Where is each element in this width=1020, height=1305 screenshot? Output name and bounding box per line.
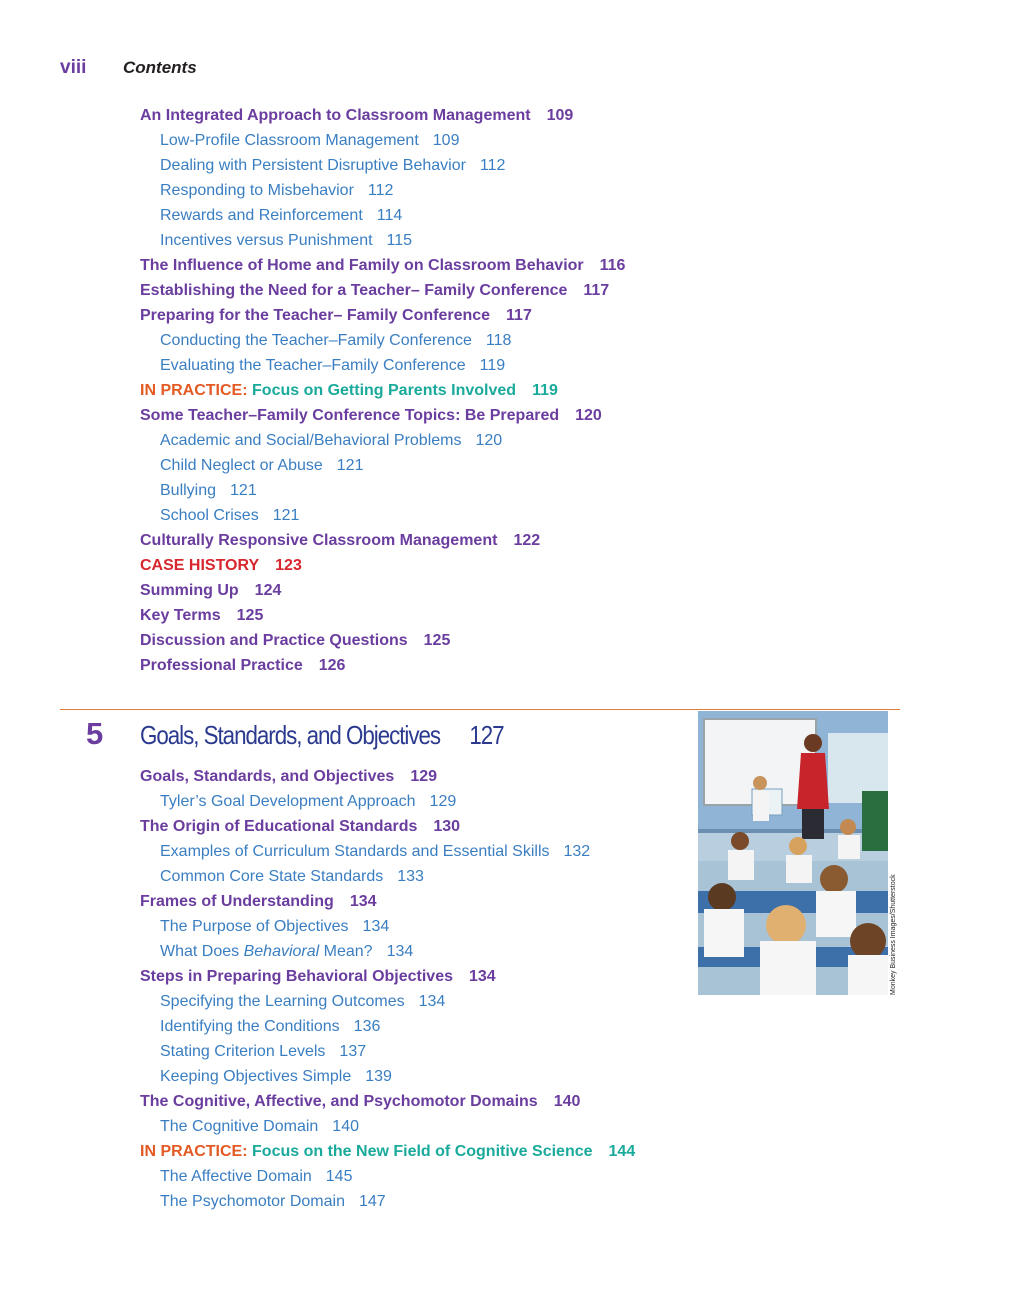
- photo-credit: Monkey Business Images/Shutterstock: [890, 874, 897, 995]
- toc-entry-title: Professional Practice: [140, 657, 303, 674]
- toc-entry-title: The Influence of Home and Family on Classroom Behavior: [140, 257, 584, 274]
- toc-entry-title: Stating Criterion Levels: [160, 1043, 326, 1060]
- toc-entry-sub[interactable]: [140, 1114, 635, 1139]
- toc-section-chapter-5: [140, 764, 635, 1214]
- toc-entry-title: Examples of Curriculum Standards and Essential Skills: [160, 843, 550, 860]
- toc-entry-title: Identifying the Conditions: [160, 1018, 340, 1035]
- toc-entry-page: 121: [272, 507, 300, 524]
- toc-entry-page: 139: [365, 1068, 392, 1085]
- toc-entry-sub[interactable]: [140, 453, 625, 478]
- chapter-page-number: 127: [469, 720, 504, 750]
- toc-entry-main[interactable]: [140, 889, 635, 914]
- toc-entry-page: 140: [553, 1093, 581, 1110]
- toc-entry-page: 134: [349, 893, 377, 910]
- chapter-title: Goals, Standards, and Objectives: [140, 720, 441, 750]
- toc-entry-title: Common Core State Standards: [160, 868, 384, 885]
- toc-entry-main[interactable]: [140, 964, 635, 989]
- toc-entry-page: 133: [397, 868, 424, 885]
- toc-entry-main[interactable]: [140, 103, 625, 128]
- toc-entry-title: Frames of Understanding: [140, 893, 334, 910]
- toc-entry-page: 109: [432, 132, 460, 149]
- chapter-divider-rule: [60, 709, 900, 710]
- toc-entry-title: Conducting the Teacher–Family Conference: [160, 332, 472, 349]
- toc-entry-title: Establishing the Need for a Teacher– Family Conference: [140, 282, 568, 299]
- running-header: [60, 56, 197, 80]
- toc-entry-page: 144: [608, 1143, 636, 1160]
- toc-entry-main[interactable]: [140, 653, 625, 678]
- toc-entry-title: Bullying: [160, 482, 217, 499]
- toc-entry-page: 114: [376, 207, 403, 224]
- toc-entry-page: 118: [485, 332, 512, 349]
- chapter-number: 5: [86, 716, 104, 751]
- toc-entry-page: 125: [423, 632, 451, 649]
- toc-entry-main[interactable]: [140, 378, 625, 403]
- toc-entry-title: CASE HISTORY: [140, 557, 260, 574]
- toc-entry-main[interactable]: [140, 578, 625, 603]
- in-practice-label: IN PRACTICE:: [140, 1143, 248, 1160]
- toc-entry-sub[interactable]: [140, 328, 625, 353]
- toc-entry-main[interactable]: [140, 603, 625, 628]
- toc-entry-page: 134: [469, 968, 496, 985]
- toc-entry-title: The Origin of Educational Standards: [140, 818, 418, 835]
- toc-entry-sub[interactable]: [140, 1014, 635, 1039]
- toc-entry-page: 112: [479, 157, 506, 174]
- toc-entry-title: Preparing for the Teacher– Family Conference: [140, 307, 491, 324]
- toc-entry-title: Focus on the New Field of Cognitive Science: [252, 1143, 593, 1160]
- toc-entry-title: Responding to Misbehavior: [160, 182, 354, 199]
- toc-entry-title-part: What Does: [160, 943, 244, 960]
- toc-entry-page: 121: [230, 482, 257, 499]
- toc-entry-page: 134: [386, 943, 414, 960]
- toc-entry-title: Tyler’s Goal Development Approach: [160, 793, 416, 810]
- toc-entry-sub[interactable]: [140, 989, 635, 1014]
- toc-entry-page: 120: [575, 407, 602, 424]
- toc-entry-page: 129: [429, 793, 457, 810]
- classroom-photo-illustration: [698, 711, 888, 995]
- toc-entry-page: 132: [563, 843, 591, 860]
- toc-entry-title: The Cognitive, Affective, and Psychomotor Domains: [140, 1093, 538, 1110]
- toc-entry-page: 117: [506, 307, 532, 324]
- chapter-heading[interactable]: [140, 716, 504, 754]
- toc-entry-sub[interactable]: [140, 503, 625, 528]
- toc-entry-sub[interactable]: [140, 178, 625, 203]
- classroom-photo: [698, 711, 888, 995]
- toc-entry-page: 125: [236, 607, 264, 624]
- toc-entry-main[interactable]: [140, 764, 635, 789]
- toc-entry-sub[interactable]: [140, 428, 625, 453]
- toc-entry-title-part: Mean?: [319, 943, 373, 960]
- toc-entry-title: Discussion and Practice Questions: [140, 632, 408, 649]
- toc-entry-page: 117: [583, 282, 610, 299]
- toc-entry-page: 134: [362, 918, 390, 935]
- toc-entry-title: Academic and Social/Behavioral Problems: [160, 432, 462, 449]
- toc-entry-title: Culturally Responsive Classroom Management: [140, 532, 498, 549]
- toc-entry-sub[interactable]: [140, 864, 635, 889]
- toc-entry-sub[interactable]: [140, 914, 635, 939]
- toc-entry-page: 124: [254, 582, 282, 599]
- toc-entry-title: Goals, Standards, and Objectives: [140, 768, 395, 785]
- toc-entry-sub[interactable]: [140, 478, 625, 503]
- toc-entry-sub[interactable]: [140, 203, 625, 228]
- toc-entry-title: Rewards and Reinforcement: [160, 207, 363, 224]
- toc-entry-page: 122: [513, 532, 541, 549]
- toc-entry-page: 119: [532, 382, 558, 399]
- toc-entry-title: The Affective Domain: [160, 1168, 312, 1185]
- toc-entry-page: 147: [358, 1193, 386, 1210]
- toc-entry-title: Key Terms: [140, 607, 221, 624]
- toc-entry-sub[interactable]: [140, 789, 635, 814]
- toc-entry-title: Focus on Getting Parents Involved: [252, 382, 517, 399]
- toc-entry-page: 121: [336, 457, 364, 474]
- toc-entry-title: Incentives versus Punishment: [160, 232, 373, 249]
- toc-entry-title: Steps in Preparing Behavioral Objectives: [140, 968, 453, 985]
- toc-entry-title: Low-Profile Classroom Management: [160, 132, 419, 149]
- toc-entry-sub[interactable]: [140, 939, 635, 964]
- toc-entry-sub[interactable]: [140, 1064, 635, 1089]
- toc-entry-page: 134: [418, 993, 446, 1010]
- toc-entry-title: School Crises: [160, 507, 259, 524]
- toc-entry-sub[interactable]: [140, 839, 635, 864]
- toc-entry-page: 129: [410, 768, 438, 785]
- toc-entry-main[interactable]: [140, 628, 625, 653]
- toc-entry-page: 126: [318, 657, 346, 674]
- toc-entry-title: The Cognitive Domain: [160, 1118, 319, 1135]
- toc-entry-title: Child Neglect or Abuse: [160, 457, 323, 474]
- toc-entry-page: 123: [275, 557, 302, 574]
- toc-entry-title: Keeping Objectives Simple: [160, 1068, 352, 1085]
- toc-entry-sub[interactable]: [140, 1189, 635, 1214]
- toc-entry-sub[interactable]: [140, 228, 625, 253]
- toc-entry-page: 145: [325, 1168, 353, 1185]
- toc-entry-page: 137: [339, 1043, 367, 1060]
- toc-section-chapter-4-end: [140, 103, 625, 678]
- toc-entry-main[interactable]: [140, 253, 625, 278]
- in-practice-label: IN PRACTICE:: [140, 382, 248, 399]
- toc-entry-sub[interactable]: [140, 1164, 635, 1189]
- toc-entry-page: 130: [433, 818, 461, 835]
- toc-entry-sub[interactable]: [140, 1039, 635, 1064]
- toc-entry-title: The Psychomotor Domain: [160, 1193, 345, 1210]
- toc-entry-page: 140: [332, 1118, 359, 1135]
- toc-entry-title: Evaluating the Teacher–Family Conference: [160, 357, 466, 374]
- toc-entry-main[interactable]: [140, 403, 625, 428]
- toc-entry-page: 109: [546, 107, 574, 124]
- toc-entry-title: The Purpose of Objectives: [160, 918, 349, 935]
- running-head-title: Contents: [123, 58, 197, 77]
- toc-entry-main[interactable]: [140, 303, 625, 328]
- toc-entry-main[interactable]: [140, 1089, 635, 1114]
- toc-entry-title: Dealing with Persistent Disruptive Behavior: [160, 157, 466, 174]
- toc-entry-main[interactable]: [140, 814, 635, 839]
- toc-entry-page: 136: [353, 1018, 381, 1035]
- toc-entry-title: An Integrated Approach to Classroom Management: [140, 107, 531, 124]
- page-number: viii: [60, 57, 87, 78]
- toc-entry-main[interactable]: [140, 553, 625, 578]
- toc-entry-title: Some Teacher–Family Conference Topics: Be Prepared: [140, 407, 560, 424]
- toc-entry-main[interactable]: [140, 278, 625, 303]
- toc-entry-page: 112: [367, 182, 394, 199]
- toc-entry-page: 119: [479, 357, 506, 374]
- toc-entry-page: 120: [475, 432, 503, 449]
- toc-entry-main[interactable]: [140, 528, 625, 553]
- toc-entry-page: 116: [599, 257, 626, 274]
- toc-entry-page: 115: [386, 232, 413, 249]
- toc-entry-title: Summing Up: [140, 582, 239, 599]
- toc-entry-sub[interactable]: [140, 128, 625, 153]
- toc-entry-main[interactable]: [140, 1139, 635, 1164]
- toc-entry-sub[interactable]: [140, 153, 625, 178]
- toc-entry-sub[interactable]: [140, 353, 625, 378]
- toc-entry-title: Specifying the Learning Outcomes: [160, 993, 405, 1010]
- toc-entry-title-italic: Behavioral: [243, 943, 320, 960]
